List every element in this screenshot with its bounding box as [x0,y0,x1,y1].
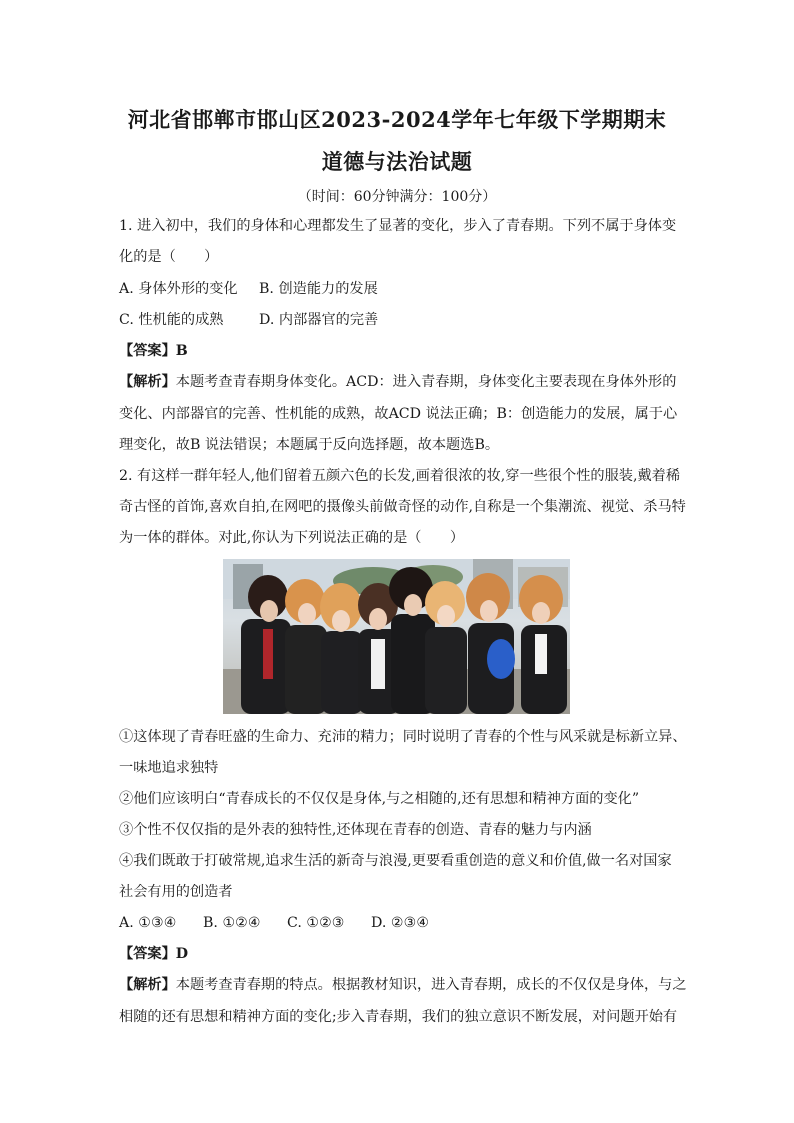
q2-analysis [119,975,687,995]
q2-statement-4-cont: 社会有用的创造者 [119,884,233,900]
q2-analysis-text: 本题考查青春期的特点。根据教材知识，进入青春期，成长的不仅仅是身体，与之 [175,977,687,993]
q1-option-a: A. 身体外形的变化 [119,281,238,297]
q2-option-d: D. ②③④ [371,915,430,931]
q1-options-row1 [119,279,679,299]
q2-stem: 2. 有这样一群年轻人,他们留着五颜六色的长发,画着很浓的妆,穿一些很个性的服装,戴着稀 [119,468,681,484]
q2-option-c: C. ①②③ [287,915,345,931]
q2-statement-1: ①这体现了青春旺盛的生命力、充沛的精力；同时说明了青春的个性与风采就是标新立异、 [119,729,687,745]
q2-stem-cont: 为一体的群体。对此,你认为下列说法正确的是（ ） [119,530,465,546]
q1-options-row2 [119,310,679,330]
q1-analysis-text: 本题考查青春期身体变化。ACD：进入青春期，身体变化主要表现在身体外形的 [175,374,677,390]
q2-analysis-cont: 相随的还有思想和精神方面的变化;步入青春期，我们的独立意识不断发展，对问题开始有 [119,1009,678,1025]
q2-stem-cont: 奇古怪的首饰,喜欢自拍,在网吧的摄像头前做奇怪的动作,自称是一个集潮流、视觉、杀马特 [119,499,686,515]
exam-title: 河北省邯郸市邯山区2023-2024学年七年级下学期期末 [127,107,667,132]
q1-option-c: C. 性机能的成熟 [119,312,224,328]
q2-statement-1-cont: 一味地追求独特 [119,760,219,776]
q1-answer: 【答案】B [119,343,188,359]
q2-answer: 【答案】D [119,946,189,962]
q2-option-b: B. ①②④ [203,915,261,931]
q2-options-row [119,913,679,933]
exam-info: （时间：60分钟满分：100分） [297,189,497,205]
exam-subject: 道德与法治试题 [321,149,473,174]
q2-option-a: A. ①③④ [119,915,177,931]
q2-statement-3: ③个性不仅仅指的是外表的独特性,还体现在青春的创造、青春的魅力与内涵 [119,822,592,838]
analysis-label: 【解析】 [119,977,176,993]
q1-option-b: B. 创造能力的发展 [259,281,378,297]
q1-analysis-cont: 理变化，故B 说法错误；本题属于反向选择题，故本题选B。 [119,437,500,453]
q2-statement-4: ④我们既敢于打破常规,追求生活的新奇与浪漫,更要看重创造的意义和价值,做一名对国家 [119,853,672,869]
q2-statement-2: ②他们应该明白“青春成长的不仅仅是身体,与之相随的,还有思想和精神方面的变化” [119,791,640,807]
q1-stem-cont: 化的是（ ） [119,249,219,265]
q1-analysis-cont: 变化、内部器官的完善、性机能的成熟，故ACD 说法正确；B：创造能力的发展，属于心 [119,406,678,422]
q1-analysis [119,372,679,392]
q1-option-d: D. 内部器官的完善 [259,312,379,328]
group-photo [223,559,570,714]
analysis-label: 【解析】 [119,374,176,390]
q1-stem: 1. 进入初中，我们的身体和心理都发生了显著的变化，步入了青春期。下列不属于身体变 [119,218,677,234]
